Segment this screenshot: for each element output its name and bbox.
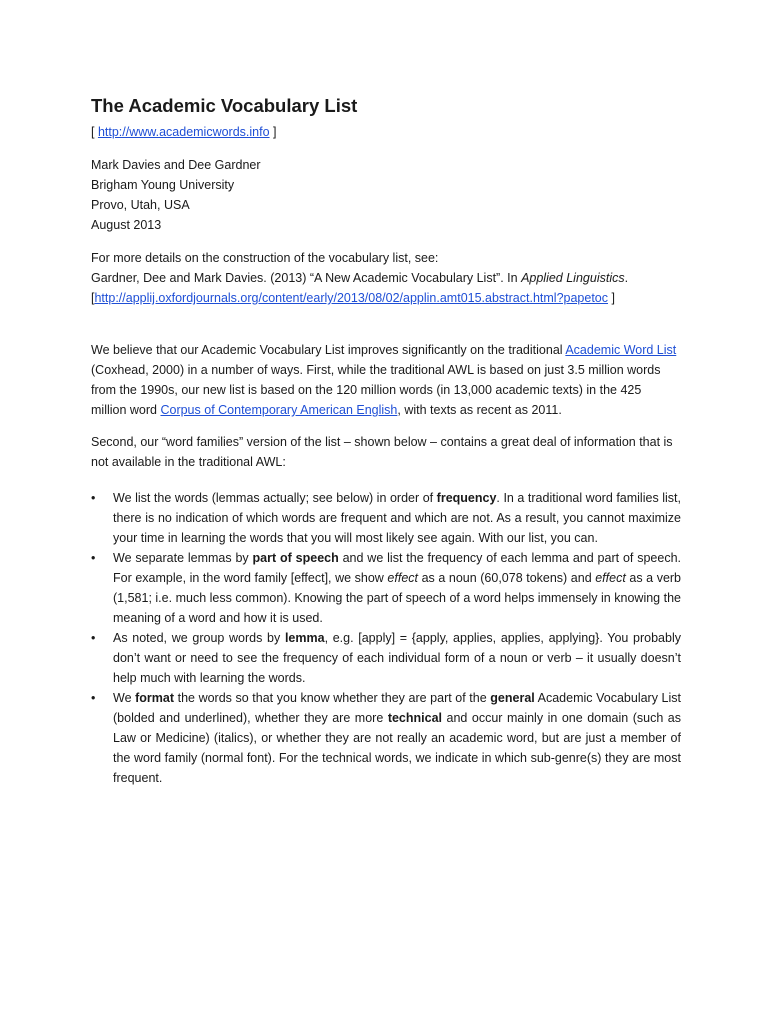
features-list [91, 488, 681, 788]
item-text: and occur mainly in one domain (such as Law or Medicine) (italics), or whether they are not really an academic word, but are just a member of the word family (normal font). For the technical words, we indicate in which sub-genre(s) they are most frequent. [113, 711, 681, 785]
details-intro: For more details on the construction of the vocabulary list, see: [91, 251, 439, 265]
item-text: We [113, 691, 136, 705]
item-text: We list the words (lemmas actually; see below) in order of [113, 491, 437, 505]
academic-word-list-link[interactable]: Academic Word List [565, 343, 677, 357]
item-bold: frequency [436, 491, 497, 505]
citation-journal: Applied Linguistics [521, 271, 625, 285]
item-text: , e.g. [apply] = {apply, applies, applies, applying}. You probably don’t want or need to see the frequency of each individual form of a noun or verb – it usually doesn’t help much with learning the words. [113, 631, 681, 685]
item-text: and we list the frequency of each lemma and part of speech. For example, in the word family [effect], we show [113, 551, 681, 585]
author-location: Provo, Utah, USA [91, 198, 190, 212]
bullet-icon: • [91, 631, 96, 645]
citation-url-line [91, 288, 615, 308]
item-bold: format [135, 691, 175, 705]
document-title: The Academic Vocabulary List [91, 95, 358, 116]
item-text: . In a traditional word families list, there is no indication of which words are frequent and which are not. As a result, you cannot maximize your time in learning the words that you will most likely see again. With our list, you can. [113, 491, 681, 545]
citation [91, 268, 628, 288]
item-text: Academic Vocabulary List (bolded and underlined), whether they are more [113, 691, 682, 725]
citation-end: . [624, 271, 629, 285]
item-bold: part of speech [252, 551, 339, 565]
para1-text-b: (Coxhead, 2000) in a number of ways. First, while the traditional AWL is based on just 3.5 million words from the 1990s, our new list is based on the 120 million words (in 13,000 academic texts) in the 425 million word [91, 363, 661, 417]
list-item [91, 628, 681, 688]
item-text: We separate lemmas by [113, 551, 253, 565]
item-text: as a noun (60,078 tokens) and [418, 571, 596, 585]
item-bold: lemma [284, 631, 325, 645]
item-bold: general [490, 691, 535, 705]
bullet-icon: • [91, 691, 96, 705]
author-date: August 2013 [91, 218, 162, 232]
intro-paragraph [91, 340, 679, 420]
url-bracket-open: [ [91, 291, 95, 305]
para1-text-c: , with texts as recent as 2011. [397, 403, 562, 417]
citation-text: Gardner, Dee and Mark Davies. (2013) “A New Academic Vocabulary List”. In [91, 271, 522, 285]
item-italic: effect [595, 571, 626, 585]
website-line [91, 122, 277, 142]
website-link[interactable]: http://www.academicwords.info [97, 125, 270, 139]
website-bracket-close: ] [269, 125, 277, 139]
website-bracket-open: [ [91, 125, 98, 139]
item-bold: technical [387, 711, 442, 725]
para1-text-a: We believe that our Academic Vocabulary List improves significantly on the traditional [91, 343, 566, 357]
list-item [91, 488, 681, 548]
bullet-icon: • [91, 491, 96, 505]
list-item [91, 688, 681, 788]
url-bracket-close: ] [608, 291, 615, 305]
list-item [91, 548, 681, 628]
item-italic: effect [387, 571, 418, 585]
second-paragraph: Second, our “word families” version of the list – shown below – contains a great deal of information that is not available in the traditional AWL: [91, 435, 673, 469]
item-text: the words so that you know whether they are part of the [174, 691, 491, 705]
coca-link[interactable]: Corpus of Contemporary American English [160, 403, 398, 417]
author-university: Brigham Young University [91, 178, 235, 192]
item-text: As noted, we group words by [113, 631, 285, 645]
citation-url-link[interactable]: http://applij.oxfordjournals.org/content/early/2013/08/02/applin.amt015.abstract.html?papetoc [94, 291, 609, 305]
item-text: as a verb (1,581; i.e. much less common). Knowing the part of speech of a word helps immensely in knowing the meaning of a word and how it is used. [113, 571, 682, 625]
author-names: Mark Davies and Dee Gardner [91, 158, 261, 172]
bullet-icon: • [91, 551, 96, 565]
